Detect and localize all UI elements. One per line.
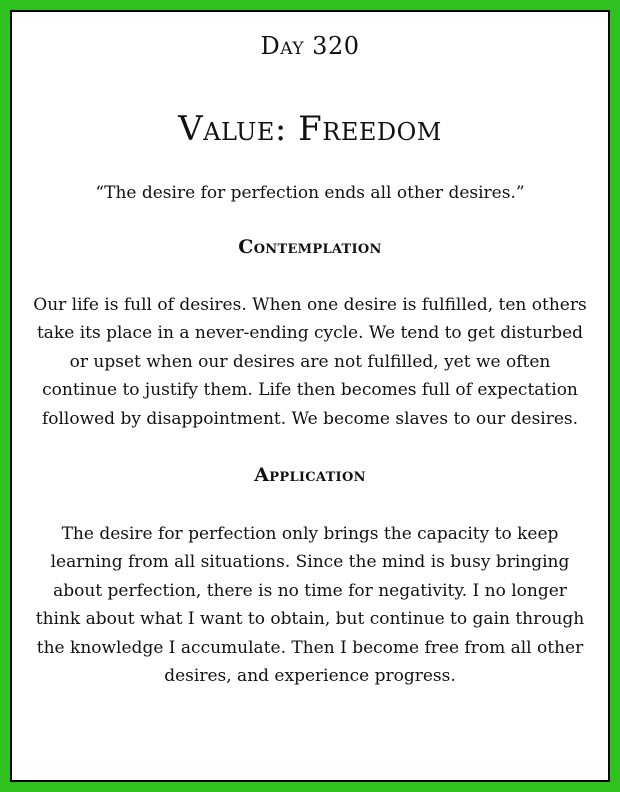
- application-paragraph: [26, 520, 594, 690]
- application-line: learning from all situations. Since the mind is busy bringing: [50, 552, 570, 573]
- page-border: [10, 10, 610, 782]
- application-line: about perfection, there is no time for negativity. I no longer: [53, 580, 567, 601]
- contemplation-line: followed by disappointment. We become slaves to our desires.: [41, 408, 579, 429]
- contemplation-line: continue to justify them. Life then becomes full of expectation: [42, 380, 578, 401]
- quote: “The desire for perfection ends all other desires.”: [95, 183, 525, 203]
- application-heading: Application: [254, 464, 366, 486]
- contemplation-paragraph: [26, 291, 594, 433]
- application-line: desires, and experience progress.: [164, 666, 456, 687]
- page-title: Value: Freedom: [178, 109, 442, 149]
- application-line: think about what I want to obtain, but continue to gain through: [35, 609, 585, 630]
- application-line: the knowledge I accumulate. Then I become free from all other: [36, 637, 584, 658]
- contemplation-line: or upset when our desires are not fulfilled, yet we often: [69, 351, 551, 372]
- application-line: The desire for perfection only brings the capacity to keep: [61, 524, 559, 544]
- day-label: Day 320: [260, 32, 360, 60]
- contemplation-line: Our life is full of desires. When one desire is fulfilled, ten others: [33, 295, 587, 315]
- contemplation-line: take its place in a never-ending cycle. We tend to get disturbed: [36, 323, 584, 344]
- page: [12, 12, 608, 780]
- contemplation-heading: Contemplation: [238, 236, 382, 258]
